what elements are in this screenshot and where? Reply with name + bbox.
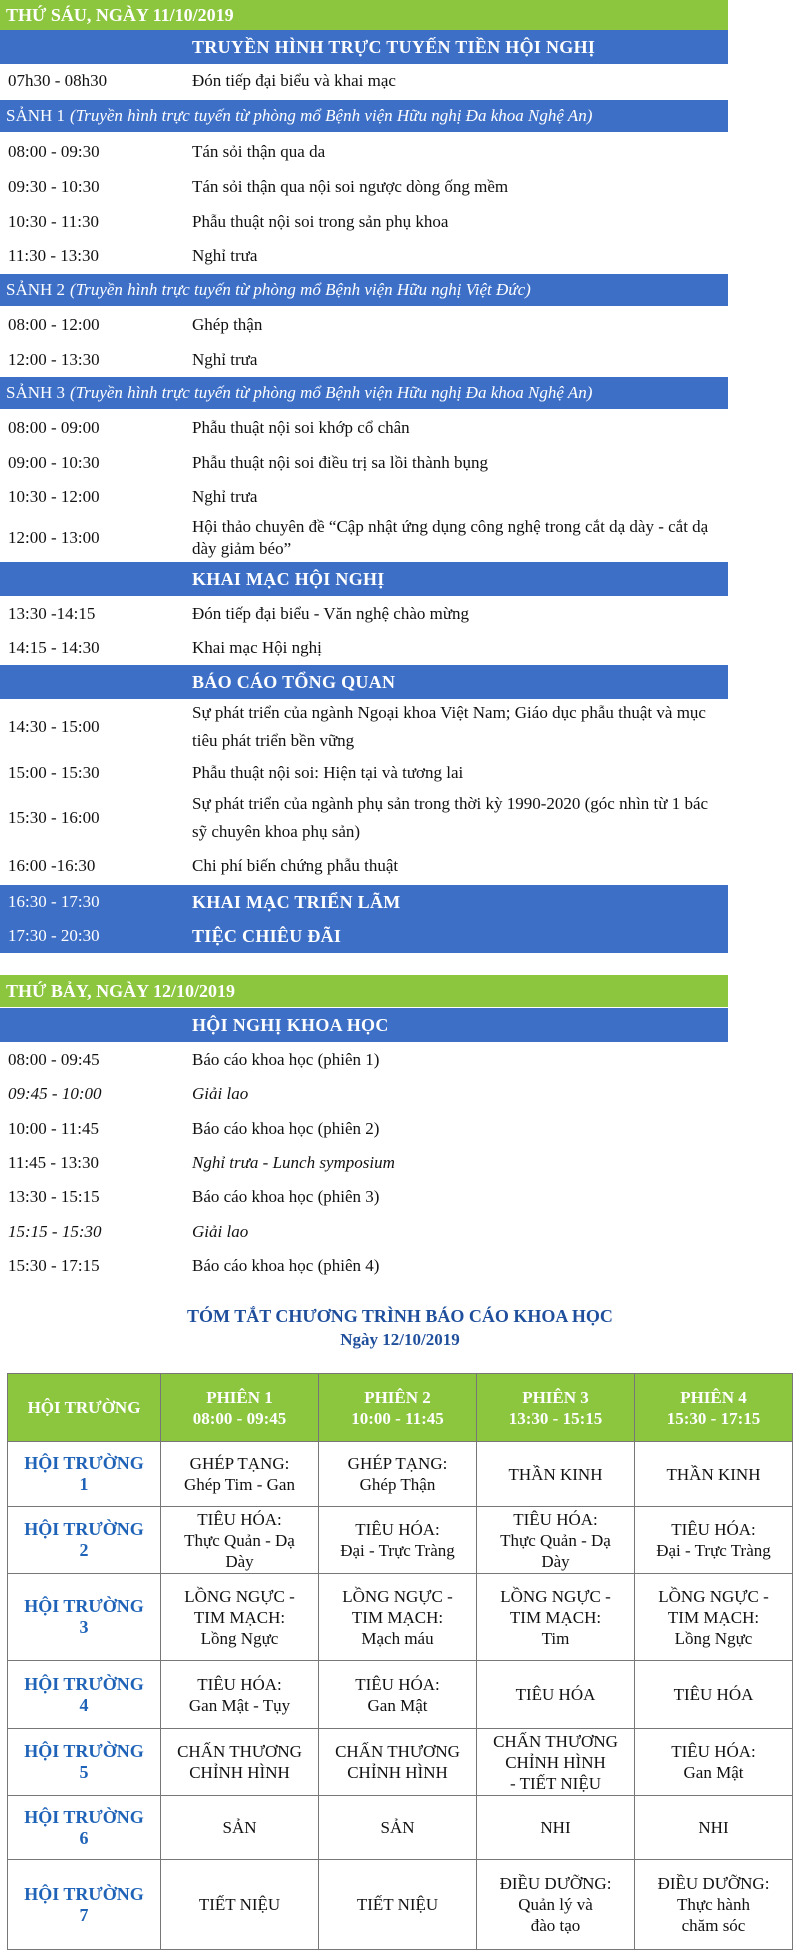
row-event: Tán sỏi thận qua da: [192, 142, 326, 161]
row-event: Sự phát triển của ngành phụ sản trong thời kỳ 1990-2020 (góc nhìn từ 1 bác sỹ chuyên khoa phụ sản): [192, 794, 709, 841]
schedule-row: [0, 64, 728, 98]
day-header-friday: [0, 0, 728, 30]
row-time: 08:00 - 09:45: [8, 1050, 100, 1069]
row-event: TIỆC CHIÊU ĐÃI: [192, 925, 342, 946]
section-opening: [0, 562, 728, 596]
schedule-row: [0, 849, 728, 883]
hall-note: (Truyền hình trực tuyến từ phòng mổ Bệnh viện Hữu nghị Đa khoa Nghệ An): [70, 383, 593, 402]
session-name: PHIÊN 2: [364, 1387, 431, 1407]
session-name: PHIÊN 1: [206, 1387, 273, 1407]
hall-3-header: [0, 377, 728, 409]
row-event: Giải lao: [192, 1084, 249, 1103]
schedule-row: [0, 699, 728, 755]
row-time: 09:00 - 10:30: [8, 453, 100, 472]
session-header: [477, 1374, 635, 1442]
row-time: 15:30 - 16:00: [8, 808, 100, 827]
summary-hall-row: [8, 1507, 793, 1574]
schedule-row: [0, 343, 728, 377]
schedule-row-break: [0, 1215, 728, 1249]
hall-column-header: HỘI TRƯỜNG: [8, 1374, 161, 1442]
schedule-row: [0, 170, 728, 204]
hall-label: HỘI TRƯỜNG 7: [8, 1860, 161, 1950]
hall-label: HỘI TRƯỜNG 6: [8, 1796, 161, 1860]
row-time: 12:00 - 13:00: [8, 528, 100, 547]
session-cell: TIẾT NIỆU: [161, 1860, 319, 1950]
row-event: KHAI MẠC TRIỂN LÃM: [192, 891, 401, 912]
row-event: Báo cáo khoa học (phiên 2): [192, 1119, 380, 1138]
session-cell: SẢN: [319, 1796, 477, 1860]
schedule-row: [0, 1112, 728, 1146]
schedule-row: [0, 135, 728, 169]
row-event: Nghỉ trưa: [192, 350, 258, 369]
session-name: PHIÊN 4: [680, 1387, 747, 1407]
schedule-row: [0, 1180, 728, 1214]
section-overview-reports: [0, 665, 728, 699]
reception-dinner-row: [0, 919, 728, 953]
summary-hall-row: [8, 1661, 793, 1729]
summary-hall-row: [8, 1860, 793, 1950]
hall-2-header: [0, 274, 728, 306]
schedule-row: [0, 239, 728, 273]
row-event: Phẫu thuật nội soi điều trị sa lồi thành bụng: [192, 453, 489, 472]
row-time: 09:45 - 10:00: [8, 1084, 102, 1103]
session-cell: LỒNG NGỰC - TIM MẠCH: Lồng Ngực: [635, 1574, 793, 1661]
session-cell: TIÊU HÓA: Đại - Trực Tràng: [319, 1507, 477, 1574]
row-event: Sự phát triển của ngành Ngoại khoa Việt Nam; Giáo dục phẫu thuật và mục tiêu phát triển bền vững: [192, 703, 706, 750]
schedule-row: [0, 446, 728, 480]
session-cell: LỒNG NGỰC - TIM MẠCH: Tim: [477, 1574, 635, 1661]
row-time: 08:00 - 09:00: [8, 418, 100, 437]
row-event: Khai mạc Hội nghị: [192, 638, 322, 657]
hall-label: HỘI TRƯỜNG 3: [8, 1574, 161, 1661]
hall-name: SẢNH 1: [6, 106, 66, 125]
row-time: 15:30 - 17:15: [8, 1256, 100, 1275]
session-cell: TIẾT NIỆU: [319, 1860, 477, 1950]
row-time: 13:30 -14:15: [8, 604, 96, 623]
row-time: 09:30 - 10:30: [8, 177, 100, 196]
session-cell: SẢN: [161, 1796, 319, 1860]
row-time: 17:30 - 20:30: [8, 926, 100, 945]
row-time: 12:00 - 13:30: [8, 350, 100, 369]
row-time: 16:00 -16:30: [8, 856, 96, 875]
session-cell: THẦN KINH: [635, 1442, 793, 1507]
session-cell: TIÊU HÓA: Đại - Trực Tràng: [635, 1507, 793, 1574]
row-event: Ghép thận: [192, 315, 263, 334]
schedule-row: [0, 205, 728, 239]
section-title: HỘI NGHỊ KHOA HỌC: [192, 1014, 389, 1035]
row-time: 11:45 - 13:30: [8, 1153, 99, 1172]
schedule-row: [0, 1043, 728, 1077]
schedule-row-break: [0, 1077, 728, 1111]
schedule-row: [0, 1249, 728, 1283]
hall-name: SẢNH 3: [6, 383, 66, 402]
session-cell: GHÉP TẠNG: Ghép Tim - Gan: [161, 1442, 319, 1507]
hall-note: (Truyền hình trực tuyến từ phòng mổ Bệnh viện Hữu nghị Đa khoa Nghệ An): [70, 106, 593, 125]
row-time: 10:30 - 11:30: [8, 212, 99, 231]
schedule-row: [0, 308, 728, 342]
schedule-row: [0, 411, 728, 445]
hall-label: HỘI TRƯỜNG 5: [8, 1729, 161, 1796]
schedule-row: [0, 597, 728, 631]
schedule-row: [0, 1146, 728, 1180]
summary-hall-row: [8, 1442, 793, 1507]
summary-hall-row: [8, 1574, 793, 1661]
session-cell: GHÉP TẠNG: Ghép Thận: [319, 1442, 477, 1507]
session-cell: TIÊU HÓA: Gan Mật: [319, 1661, 477, 1729]
row-time: 16:30 - 17:30: [8, 892, 100, 911]
section-title: KHAI MẠC HỘI NGHỊ: [192, 568, 385, 589]
row-event: Chi phí biến chứng phẫu thuật: [192, 856, 399, 875]
session-cell: LỒNG NGỰC - TIM MẠCH: Mạch máu: [319, 1574, 477, 1661]
session-time: 15:30 - 17:15: [666, 1408, 761, 1428]
session-cell: TIÊU HÓA: [635, 1661, 793, 1729]
row-event: Đón tiếp đại biểu - Văn nghệ chào mừng: [192, 604, 470, 623]
day-title: THỨ SÁU, NGÀY 11/10/2019: [6, 4, 234, 25]
row-event: Phẫu thuật nội soi: Hiện tại và tương lai: [192, 763, 464, 782]
row-time: 14:30 - 15:00: [8, 717, 100, 736]
session-cell: TIÊU HÓA: Thực Quản - Dạ Dày: [477, 1507, 635, 1574]
session-header: [319, 1374, 477, 1442]
summary-header-row: [8, 1374, 793, 1442]
day-title: THỨ BẢY, NGÀY 12/10/2019: [6, 980, 236, 1001]
session-cell: THẦN KINH: [477, 1442, 635, 1507]
session-cell: TIÊU HÓA: Gan Mật - Tụy: [161, 1661, 319, 1729]
row-time: 08:00 - 12:00: [8, 315, 100, 334]
day-header-saturday: [0, 975, 728, 1007]
row-event: Nghỉ trưa - Lunch symposium: [192, 1153, 395, 1172]
row-time: 08:00 - 09:30: [8, 142, 100, 161]
session-cell: ĐIỀU DƯỠNG: Thực hành chăm sóc: [635, 1860, 793, 1950]
row-time: 15:15 - 15:30: [8, 1222, 102, 1241]
section-title: TRUYỀN HÌNH TRỰC TUYẾN TIỀN HỘI NGHỊ: [192, 36, 596, 57]
session-cell: NHI: [635, 1796, 793, 1860]
session-cell: NHI: [477, 1796, 635, 1860]
row-event: Hội thảo chuyên đề “Cập nhật ứng dụng công nghệ trong cắt dạ dày - cắt dạ dày giảm béo”: [192, 517, 709, 558]
row-event: Đón tiếp đại biểu và khai mạc: [192, 71, 396, 90]
schedule-row: [0, 631, 728, 665]
row-time: 15:00 - 15:30: [8, 763, 100, 782]
session-cell: TIÊU HÓA: Thực Quản - Dạ Dày: [161, 1507, 319, 1574]
session-time: 10:00 - 11:45: [351, 1408, 444, 1428]
summary-date: Ngày 12/10/2019: [340, 1330, 460, 1349]
section-scientific-conference: [0, 1008, 728, 1042]
row-time: 07h30 - 08h30: [8, 71, 108, 90]
summary-title: TÓM TẮT CHƯƠNG TRÌNH BÁO CÁO KHOA HỌC: [187, 1306, 613, 1326]
schedule-row: [0, 756, 728, 790]
row-event: Báo cáo khoa học (phiên 3): [192, 1187, 380, 1206]
session-cell: TIÊU HÓA: [477, 1661, 635, 1729]
session-cell: TIÊU HÓA: Gan Mật: [635, 1729, 793, 1796]
row-event: Nghỉ trưa: [192, 246, 258, 265]
session-cell: CHẤN THƯƠNG CHỈNH HÌNH: [161, 1729, 319, 1796]
session-cell: ĐIỀU DƯỠNG: Quản lý và đào tạo: [477, 1860, 635, 1950]
row-event: Phẫu thuật nội soi khớp cổ chân: [192, 418, 410, 437]
session-name: PHIÊN 3: [522, 1387, 589, 1407]
row-time: 11:30 - 13:30: [8, 246, 99, 265]
row-event: Tán sỏi thận qua nội soi ngược dòng ống mềm: [192, 177, 509, 196]
row-event: Phẫu thuật nội soi trong sản phụ khoa: [192, 212, 449, 231]
schedule-row: [0, 514, 728, 562]
row-time: 14:15 - 14:30: [8, 638, 100, 657]
hall-label: HỘI TRƯỜNG 4: [8, 1661, 161, 1729]
summary-hall-row: [8, 1796, 793, 1860]
row-time: 10:30 - 12:00: [8, 487, 100, 506]
session-time: 08:00 - 09:45: [192, 1408, 287, 1428]
session-time: 13:30 - 15:15: [508, 1408, 603, 1428]
schedule-row: [0, 790, 728, 846]
row-event: Nghỉ trưa: [192, 487, 258, 506]
session-cell: CHẤN THƯƠNG CHỈNH HÌNH: [319, 1729, 477, 1796]
summary-table: [7, 1373, 793, 1950]
exhibition-opening-row: [0, 885, 728, 919]
hall-label: HỘI TRƯỜNG 1: [8, 1442, 161, 1507]
row-event: Giải lao: [192, 1222, 249, 1241]
row-time: 10:00 - 11:45: [8, 1119, 99, 1138]
schedule-row: [0, 480, 728, 514]
session-header: [161, 1374, 319, 1442]
hall-label: HỘI TRƯỜNG 2: [8, 1507, 161, 1574]
summary-hall-row: [8, 1729, 793, 1796]
hall-1-header: [0, 100, 728, 132]
row-time: 13:30 - 15:15: [8, 1187, 100, 1206]
session-cell: CHẤN THƯƠNG CHỈNH HÌNH - TIẾT NIỆU: [477, 1729, 635, 1796]
hall-note: (Truyền hình trực tuyến từ phòng mổ Bệnh viện Hữu nghị Việt Đức): [70, 280, 531, 299]
row-event: Báo cáo khoa học (phiên 1): [192, 1050, 380, 1069]
section-title: BÁO CÁO TỔNG QUAN: [192, 671, 396, 692]
section-pre-conference: [0, 30, 728, 64]
row-event: Báo cáo khoa học (phiên 4): [192, 1256, 380, 1275]
session-cell: LỒNG NGỰC - TIM MẠCH: Lồng Ngực: [161, 1574, 319, 1661]
hall-name: SẢNH 2: [6, 280, 66, 299]
session-header: [635, 1374, 793, 1442]
